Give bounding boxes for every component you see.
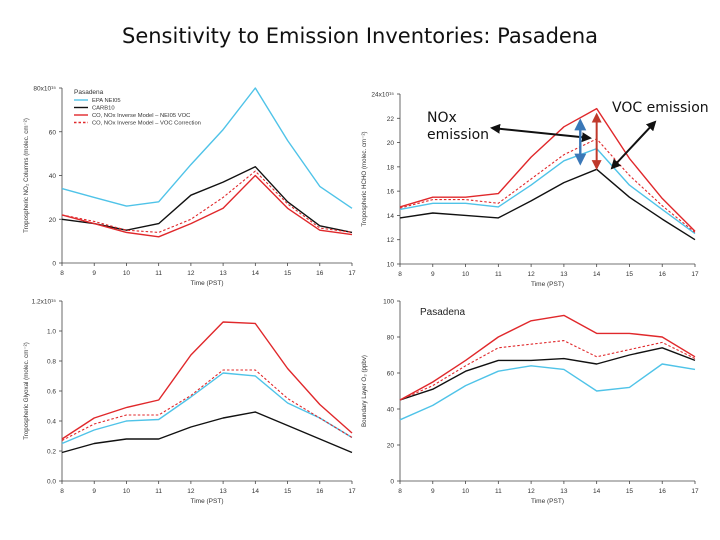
o3-ytick-label: 80 <box>386 334 394 342</box>
glyoxal-xtick-label: 12 <box>187 488 195 495</box>
no2-xtick-label: 11 <box>155 270 163 277</box>
hcho-xtick-label: 11 <box>494 271 502 278</box>
no2-y-axis-label: Tropospheric NO₂ Columns (molec. cm⁻²) <box>23 118 30 233</box>
o3-xtick-label: 13 <box>560 488 568 495</box>
glyoxal-chart <box>10 293 365 518</box>
no2-x-axis-label: Time (PST) <box>190 280 224 287</box>
slide-title: Sensitivity to Emission Inventories: Pasadena <box>121 24 599 48</box>
hcho-exponent-label: 24x10¹⁵ <box>371 91 394 99</box>
voc-emission-callout: VOC emission <box>612 100 709 116</box>
glyoxal-y-axis-label: Tropospheric Glyoxal (molec. cm⁻²) <box>23 342 30 440</box>
hcho-ytick-label: 14 <box>386 212 394 220</box>
glyoxal-series-3-line <box>62 322 352 439</box>
legend-title: Pasadena <box>74 89 104 96</box>
glyoxal-exponent-label: 1.2x10¹⁵ <box>31 298 56 306</box>
o3-series-1-line <box>400 364 695 420</box>
no2-ytick-label: 60 <box>48 129 56 137</box>
o3-xtick-label: 17 <box>691 488 699 495</box>
glyoxal-xtick-label: 9 <box>92 488 97 495</box>
hcho-xtick-label: 14 <box>593 271 601 278</box>
hcho-x-axis-label: Time (PST) <box>531 281 564 288</box>
o3-ytick-label: 60 <box>386 370 394 378</box>
o3-chart-panel <box>360 293 710 518</box>
no2-xtick-label: 9 <box>92 270 97 277</box>
nox-callout-line1: NOx <box>427 110 457 126</box>
glyoxal-ytick-label: 0.6 <box>46 388 56 396</box>
o3-x-axis-label: Time (PST) <box>531 498 564 505</box>
hcho-series-4-line <box>400 139 695 233</box>
glyoxal-xtick-label: 13 <box>219 488 227 495</box>
no2-exponent-label: 80x10¹⁵ <box>33 85 56 93</box>
no2-xtick-label: 17 <box>348 270 356 277</box>
no2-xtick-label: 16 <box>316 270 324 277</box>
no2-ytick-label: 0 <box>52 260 56 268</box>
hcho-xtick-label: 15 <box>625 271 634 278</box>
o3-y-axis-label: Boundary Layer O₃ (ppbv) <box>361 355 368 427</box>
o3-xtick-label: 8 <box>398 488 402 495</box>
hcho-ytick-label: 22 <box>386 115 394 123</box>
o3-chart <box>360 293 710 518</box>
nox-callout-line2: emission <box>427 126 490 143</box>
o3-xtick-label: 16 <box>658 488 666 495</box>
glyoxal-xtick-label: 15 <box>283 488 292 495</box>
legend-entry-4: CO, NOx Inverse Model – VOC Correction <box>92 120 201 127</box>
legend-entry-1: EPA NEI05 <box>92 98 121 104</box>
glyoxal-xtick-label: 14 <box>251 488 259 495</box>
o3-xtick-label: 9 <box>430 488 435 495</box>
glyoxal-series-2-line <box>62 412 352 453</box>
glyoxal-ytick-label: 1.0 <box>46 328 56 336</box>
o3-xtick-label: 12 <box>527 488 535 495</box>
no2-ytick-label: 20 <box>48 216 56 224</box>
glyoxal-xtick-label: 10 <box>122 488 131 495</box>
hcho-series-2-line <box>400 169 695 239</box>
o3-xtick-label: 14 <box>593 488 601 495</box>
hcho-ytick-label: 20 <box>386 140 394 148</box>
legend-entry-2: CARB10 <box>92 105 115 112</box>
hcho-ytick-label: 10 <box>386 261 394 269</box>
o3-xtick-label: 11 <box>494 488 502 495</box>
hcho-ytick-label: 16 <box>386 188 394 196</box>
no2-series-3-line <box>62 176 352 237</box>
o3-xtick-label: 15 <box>625 488 634 495</box>
no2-xtick-label: 13 <box>219 270 227 277</box>
o3-series-3-line <box>400 315 695 400</box>
glyoxal-x-axis-label: Time (PST) <box>190 498 224 505</box>
o3-ytick-label: 100 <box>383 298 394 306</box>
o3-series-4-line <box>400 341 695 400</box>
glyoxal-ytick-label: 0.4 <box>46 418 56 426</box>
hcho-xtick-label: 13 <box>560 271 568 278</box>
no2-xtick-label: 14 <box>251 270 259 277</box>
glyoxal-ytick-label: 0.2 <box>46 448 56 456</box>
no2-legend <box>74 89 201 127</box>
o3-xtick-label: 10 <box>461 488 470 495</box>
no2-chart <box>10 76 365 298</box>
no2-chart-panel <box>10 76 365 298</box>
no2-xtick-label: 8 <box>60 270 64 277</box>
glyoxal-xtick-label: 8 <box>60 488 64 495</box>
hcho-ytick-label: 12 <box>386 237 394 245</box>
hcho-xtick-label: 8 <box>398 271 402 278</box>
glyoxal-xtick-label: 16 <box>316 488 324 495</box>
glyoxal-series-1-line <box>62 373 352 444</box>
hcho-xtick-label: 12 <box>527 271 535 278</box>
o3-ytick-label: 20 <box>386 442 394 450</box>
hcho-xtick-label: 10 <box>461 271 470 278</box>
no2-xtick-label: 15 <box>283 270 292 277</box>
nox-emission-callout <box>427 110 489 144</box>
no2-xtick-label: 10 <box>122 270 131 277</box>
no2-xtick-label: 12 <box>187 270 195 277</box>
hcho-xtick-label: 17 <box>691 271 699 278</box>
glyoxal-series-4-line <box>62 370 352 441</box>
hcho-xtick-label: 9 <box>430 271 435 278</box>
glyoxal-xtick-label: 17 <box>348 488 356 495</box>
o3-ytick-label: 40 <box>386 406 394 414</box>
hcho-y-axis-label: Tropospheric HCHO (molec. cm⁻²) <box>361 131 368 227</box>
glyoxal-chart-panel <box>10 293 365 518</box>
hcho-xtick-label: 16 <box>658 271 666 278</box>
o3-site-label: Pasadena <box>420 307 466 318</box>
glyoxal-xtick-label: 11 <box>155 488 163 495</box>
legend-entry-3: CO, NOx Inverse Model – NEI05 VOC <box>92 113 191 119</box>
hcho-ytick-label: 18 <box>386 164 394 172</box>
o3-ytick-label: 0 <box>390 478 394 486</box>
glyoxal-ytick-label: 0.8 <box>46 358 56 366</box>
no2-ytick-label: 40 <box>48 173 56 180</box>
glyoxal-ytick-label: 0.0 <box>46 478 56 486</box>
